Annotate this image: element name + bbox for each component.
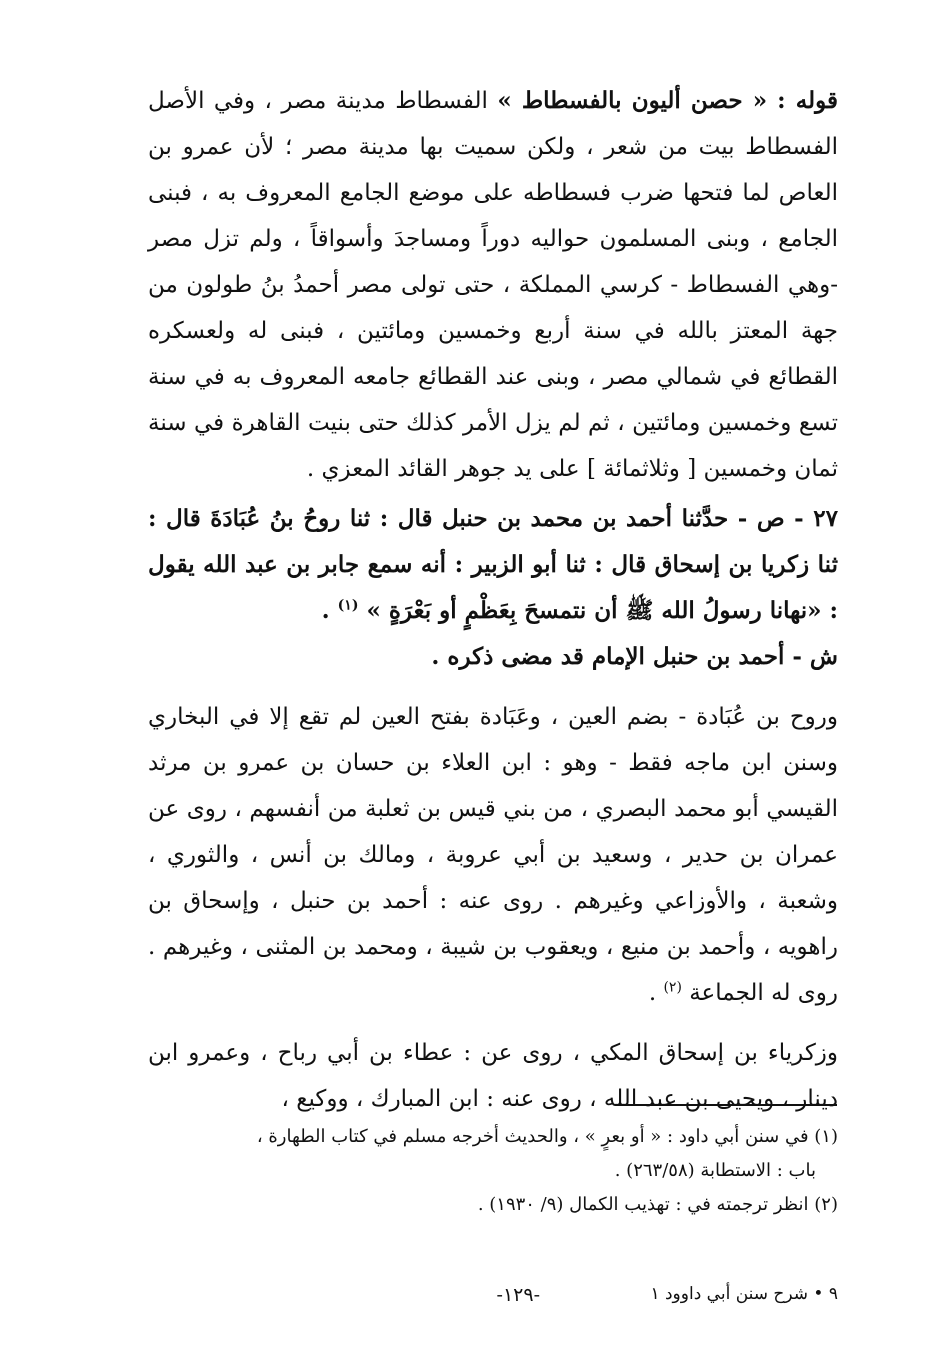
page-footer — [150, 1284, 838, 1314]
paragraph-zakariya: وزكرياء بن إسحاق المكي ، روى عن : عطاء بن أبي رباح ، وعمرو ابن دينار ، ويحيى بن عبد الله ، روى عنه : ابن المبارك ، ووكيع ، — [148, 1040, 838, 1112]
footnote-ref-1: (١) — [337, 597, 359, 614]
footnote-1-line-2: باب : الاستطابة (٢٦٣/٥٨) . — [614, 1160, 816, 1181]
paragraph-rawh-end: . — [648, 980, 664, 1006]
paragraph-fustat-text: الفسطاط مدينة مصر ، وفي الأصل الفسطاط بيت من شعر ، ولكن سميت بها مدينة مصر ؛ لأن عمرو بن العاص لما فتحها ضرب فسطاطه على موضع الجامع المعروف به ، فبنى الجامع ، وبنى المسلمون حواليه دوراً ومساجدَ وأسواقاً ، ولم تزل مصر -وهي الفسطاط - كرسي المملكة ، حتى تولى مصر أحمدُ بنُ طولون من جهة المعتز بالله في سنة أربع وخمسين ومائتين ، فبنى له ولعسكره القطائع في شمالي مصر ، وبنى عند القطائع جامعه المعروف به في سنة تسع وخمسين ومائتين ، ثم لم يزل الأمر كذلك حتى بنيت القاهرة في سنة ثمان وخمسين [ وثلاثمائة ] على يد جوهر القائد المعزي . — [148, 88, 838, 482]
paragraph-fustat — [148, 78, 838, 492]
hadith-text — [148, 496, 838, 634]
footnotes — [150, 1120, 838, 1222]
hadith-body: ٢٧ - ص - حدَّثنا أحمد بن محمد بن حنبل قال : ثنا روحُ بنُ عُبَادَةَ قال : ثنا زكريا بن إسحاق قال : ثنا أبو الزبير : أنه سمع جابر بن عبد الله يقول : «نهانا رسولُ الله ﷺ أن نتمسحَ بِعَظْمٍ أو بَعْرَةٍ » — [148, 505, 838, 624]
page-body — [148, 78, 838, 1122]
hadith-end: . — [321, 597, 338, 624]
quoted-phrase: قوله : « حصن أليون بالفسطاط » — [497, 87, 839, 114]
footnote-ref-2: (٢) — [663, 979, 682, 996]
footnote-2: (٢) انظر ترجمته في : تهذيب الكمال (٩/ ١٩٣٠) . — [477, 1194, 838, 1215]
page-number: -١٢٩- — [496, 1284, 540, 1306]
paragraph-rawh-text: وروح بن عُبَادة - بضم العين ، وعَبَادة بفتح العين لم تقع إلا في البخاري وسنن ابن ماجه فقط - وهو : ابن العلاء بن حسان بن عمرو بن مرثد القيسي أبو محمد البصري ، من بني قيس بن ثعلبة من أنفسهم ، روى عن عمران بن حدير ، وسعيد بن أبي عروبة ، ومالك بن أنس ، والثوري ، وشعبة ، والأوزاعي وغيرهم . روى عنه : أحمد بن حنبل ، وإسحاق بن راهويه ، وأحمد بن منيع ، ويعقوب بن شيبة ، ومحمد بن المثنى ، وغيرهم . روى له الجماعة — [148, 704, 838, 1006]
footnote-separator — [615, 1104, 837, 1106]
sharh-line: ش - أحمد بن حنبل الإمام قد مضى ذكره . — [431, 643, 838, 670]
paragraph-rawh — [148, 694, 838, 1016]
footnote-1-line-1: (١) في سنن أبي داود : « أو بعرٍ » ، والحديث أخرجه مسلم في كتاب الطهارة ، — [256, 1126, 838, 1147]
series-title: ٩ • شرح سنن أبي داوود ١ — [650, 1284, 838, 1304]
